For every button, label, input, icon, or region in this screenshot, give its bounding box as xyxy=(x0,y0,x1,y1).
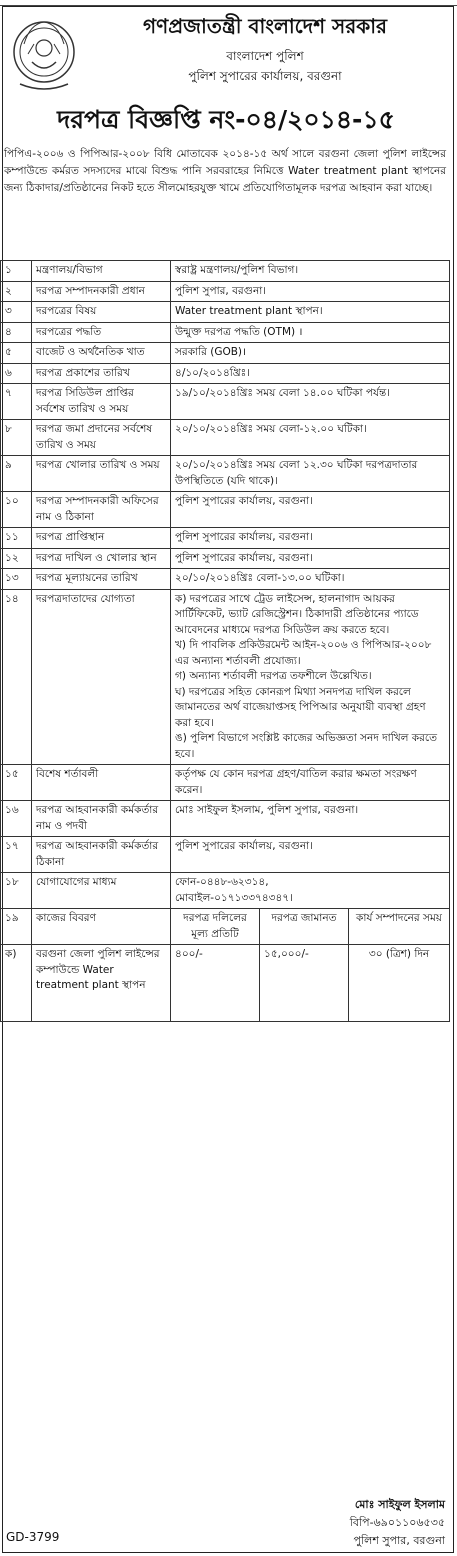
row-value: ২০/১০/২০১৪খ্রিঃ বেলা-১৩.০০ ঘটিকা। xyxy=(171,569,450,590)
row-label: যোগাযোগের মাধ্যম xyxy=(32,873,171,909)
row-number: ২ xyxy=(1,281,32,302)
row-label: দরপত্র আহবানকারী কর্মকর্তার নাম ও পদবী xyxy=(32,801,171,837)
row-value: কর্তৃপক্ষ যে কোন দরপত্র গ্রহণ/বাতিল করার ক্ষমতা সংরক্ষণ করেন। xyxy=(171,765,450,801)
row-number: ৫ xyxy=(1,343,32,364)
row-number: ক) xyxy=(1,945,32,1022)
row-label: দরপত্র জমা প্রদানের সর্বশেষ তারিখ ও সময় xyxy=(32,420,171,456)
row-label: দরপত্র প্রকাশের তারিখ xyxy=(32,363,171,384)
table-row xyxy=(1,765,450,801)
table-row xyxy=(1,322,450,343)
qualification-item: ক) দরপত্রের সাথে ট্রেড লাইসেন্স, হালনাগাদ আয়কর সার্টিফিকেট, ভ্যাট রেজিস্ট্রেশন। ঠিকাদারী প্রতিষ্ঠানের প্যাডে আবেদনের মাধ্যমে দরপত্র সিডিউল ক্রয় করতে হবে। xyxy=(175,592,419,636)
row-number: ৭ xyxy=(1,384,32,420)
row-label: দরপত্র দাখিল ও খোলার স্থান xyxy=(32,548,171,569)
price-header: দরপত্র দলিলের মূল্য প্রতিটি xyxy=(171,909,260,945)
qualification-item: ঘ) দরপত্রের সহিত কোনরূপ মিথ্যা সনদপত্র দাখিল করলে জামানতের অর্থ বাজেয়াপ্তসহ পিপিআর অনুযায়ী ব্যবস্থা গ্রহণ করা হবে। xyxy=(175,685,426,729)
table-row xyxy=(1,945,450,1022)
signature-block xyxy=(350,1496,445,1550)
row-value: ১৯/১০/২০১৪খ্রিঃ সময় বেলা ১৪.০০ ঘটিকা পর্যন্ত। xyxy=(171,384,450,420)
qualification-item: খ) দি পাবলিক প্রকিউরমেন্ট আইন-২০০৬ ও পিপিআর-২০০৮ এর অন্যান্য শর্তাবলী প্রযোজ্য। xyxy=(175,639,432,667)
table-row xyxy=(1,569,450,590)
qualification-item: ঙ) পুলিশ বিভাগে সংশ্লিষ্ট কাজের অভিজ্ঞতা সনদ দাখিল করতে হবে। xyxy=(175,732,437,760)
signatory-name: মোঃ সাইফুল ইসলাম xyxy=(354,1498,445,1511)
table-row xyxy=(1,909,450,945)
table-row xyxy=(1,456,450,492)
row-number: ১৮ xyxy=(1,873,32,909)
table-row xyxy=(1,302,450,323)
row-number: ১৬ xyxy=(1,801,32,837)
mobile-number: মোবাইল-০১৭১৩৩৭৪৩৪৭। xyxy=(175,891,293,904)
row-label: দরপত্র সম্পাদনকারী প্রধান xyxy=(32,281,171,302)
row-number: ১২ xyxy=(1,548,32,569)
row-number: ১৭ xyxy=(1,837,32,873)
department-name: বাংলাদেশ পুলিশ xyxy=(226,49,304,63)
row-number: ১৫ xyxy=(1,765,32,801)
row-number: ১০ xyxy=(1,492,32,528)
government-seal-icon xyxy=(10,14,78,94)
row-number: ১৩ xyxy=(1,569,32,590)
row-label: দরপত্রের পদ্ধতি xyxy=(32,322,171,343)
table-row xyxy=(1,343,450,364)
row-label: দরপত্র খোলার তারিখ ও সময় xyxy=(32,456,171,492)
row-label: দরপত্র আহবানকারী কর্মকর্তার ঠিকানা xyxy=(32,837,171,873)
table-row xyxy=(1,363,450,384)
row-number: ১১ xyxy=(1,528,32,549)
row-value: ৪/১০/২০১৪খ্রিঃ। xyxy=(171,363,450,384)
row-value: মোঃ সাইফুল ইসলাম, পুলিশ সুপার, বরগুনা। xyxy=(171,801,450,837)
table-row xyxy=(1,384,450,420)
row-value: সরকারি (GOB)। xyxy=(171,343,450,364)
table-row xyxy=(1,261,450,282)
qualification-list xyxy=(171,589,450,765)
row-value: স্বরাষ্ট্র মন্ত্রণালয়/পুলিশ বিভাগ। xyxy=(171,261,450,282)
notice-number: দরপত্র বিজ্ঞপ্তি নং-০৪/২০১৪-১৫ xyxy=(57,105,395,134)
table-row xyxy=(1,873,450,909)
security-amount: ১৫,০০০/- xyxy=(260,945,349,1022)
row-label: দরপত্র মূল্যায়নের তারিখ xyxy=(32,569,171,590)
table-row xyxy=(1,837,450,873)
row-value: পুলিশ সুপারের কার্যালয়, বরগুনা। xyxy=(171,528,450,549)
document-price: ৪০০/- xyxy=(171,945,260,1022)
government-title: গণপ্রজাতন্ত্রী বাংলাদেশ সরকার xyxy=(143,14,387,38)
row-number: ৬ xyxy=(1,363,32,384)
intro-paragraph: পিপিএ-২০০৬ ও পিপিআর-২০০৮ বিধি মোতাবেক ২০১৪-১৫ অর্থ সালে বরগুনা জেলা পুলিশ লাইন্সের কম্পাউন্ডে কর্মরত সদস্যদের মাঝে বিশুদ্ধ পানি সরবরাহের নিমিত্তে Water treatment plant স্থাপনের জন্য ঠিকাদার/প্রতিষ্ঠানের নিকট হতে সীলমোহরযুক্ত খামে প্রতিযোগিতামূলক দরপত্র আহবান করা যাচ্ছে। xyxy=(4,148,446,194)
table-row xyxy=(1,420,450,456)
completion-time: ৩০ (ত্রিশ) দিন xyxy=(349,945,450,1022)
work-description: বরগুনা জেলা পুলিশ লাইন্সের কম্পাউন্ডে Water treatment plant স্থাপন xyxy=(32,945,171,1022)
row-number: ৮ xyxy=(1,420,32,456)
row-value: পুলিশ সুপারের কার্যালয়, বরগুনা। xyxy=(171,837,450,873)
row-number: ৯ xyxy=(1,456,32,492)
table-row xyxy=(1,492,450,528)
table-row xyxy=(1,548,450,569)
signatory-title: পুলিশ সুপার, বরগুনা xyxy=(353,1534,445,1547)
row-value: ২০/১০/২০১৪খ্রিঃ সময় বেলা-১২.০০ ঘটিকা। xyxy=(171,420,450,456)
security-header: দরপত্র জামানত xyxy=(260,909,349,945)
row-label: বিশেষ শর্তাবলী xyxy=(32,765,171,801)
row-label: কাজের বিবরণ xyxy=(32,909,171,945)
office-name: পুলিশ সুপারের কার্যালয়, বরগুনা xyxy=(188,69,342,83)
row-value: Water treatment plant স্থাপন। xyxy=(171,302,450,323)
row-value: পুলিশ সুপার, বরগুনা। xyxy=(171,281,450,302)
table-row xyxy=(1,801,450,837)
table-row xyxy=(1,528,450,549)
row-number: ৩ xyxy=(1,302,32,323)
qualification-item: গ) অন্যান্য শর্তাবলী দরপত্র তফশীলে উল্লেখিত। xyxy=(175,670,372,682)
row-label: বাজেট ও অর্থনৈতিক খাত xyxy=(32,343,171,364)
row-number: ১৪ xyxy=(1,589,32,765)
row-label: দরপত্রের বিষয় xyxy=(32,302,171,323)
row-value: ২০/১০/২০১৪খ্রিঃ সময় বেলা ১২.৩০ ঘটিকা দরপত্রদাতার উপস্থিতিতে (যদি থাকে)। xyxy=(171,456,450,492)
duration-header: কার্য সম্পাদনের সময় xyxy=(349,909,450,945)
row-label: মন্ত্রণালয়/বিভাগ xyxy=(32,261,171,282)
row-number: ৪ xyxy=(1,322,32,343)
gd-code: GD-3799 xyxy=(6,1530,60,1544)
contact-info xyxy=(171,873,450,909)
row-value: পুলিশ সুপারের কার্যালয়, বরগুনা। xyxy=(171,492,450,528)
row-number: ১৯ xyxy=(1,909,32,945)
table-row xyxy=(1,589,450,765)
signatory-id: বিপি-৬৯০১১০৬৫৩৫ xyxy=(349,1516,445,1529)
row-label: দরপত্র সম্পাদনকারী অফিসের নাম ও ঠিকানা xyxy=(32,492,171,528)
row-value: পুলিশ সুপারের কার্যালয়, বরগুনা। xyxy=(171,548,450,569)
row-label: দরপত্র সিডিউল প্রাপ্তির সর্বশেষ তারিখ ও সময় xyxy=(32,384,171,420)
row-value: উন্মুক্ত দরপত্র পদ্ধতি (OTM) । xyxy=(171,322,450,343)
row-label: দরপত্র প্রাপ্তিস্থান xyxy=(32,528,171,549)
tender-table xyxy=(0,260,450,1022)
row-label: দরপত্রদাতাদের যোগ্যতা xyxy=(32,589,171,765)
notice-header xyxy=(0,0,452,105)
row-number: ১ xyxy=(1,261,32,282)
phone-number: ফোন-০৪৪৮-৬২৩১৪, xyxy=(175,876,269,888)
table-row xyxy=(1,281,450,302)
